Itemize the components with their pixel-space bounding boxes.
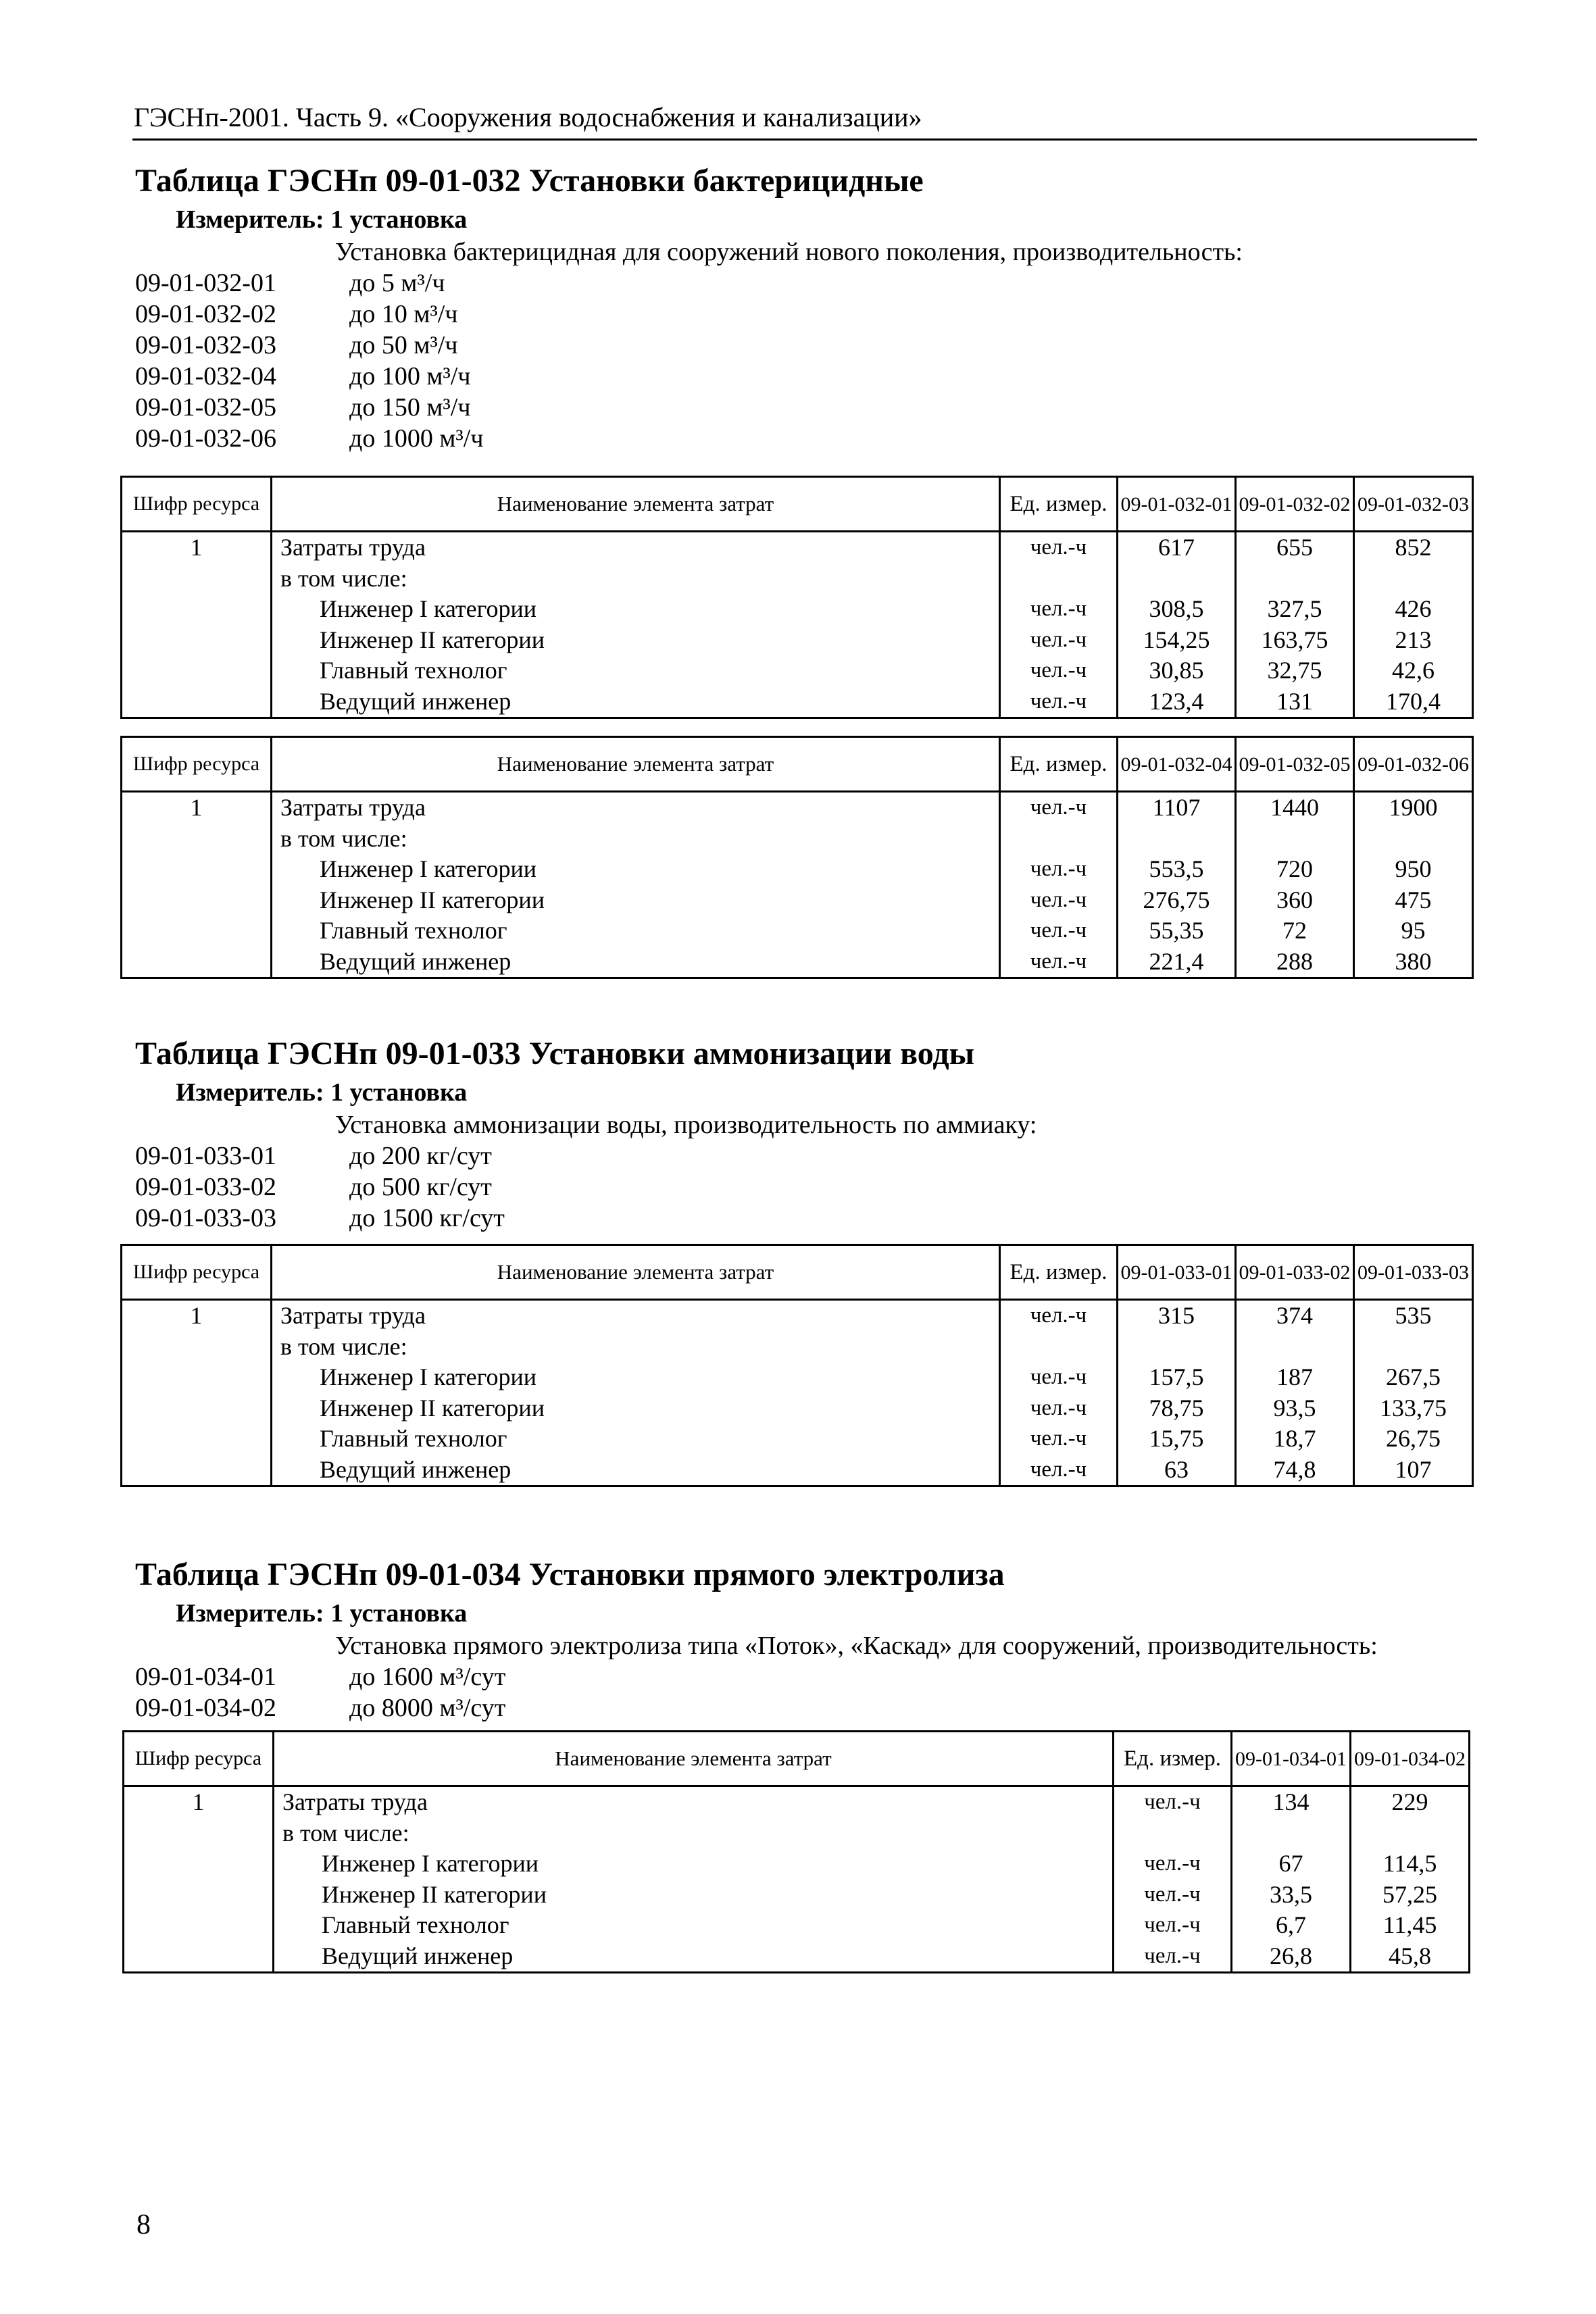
cell-value: 308,5 <box>1118 594 1236 625</box>
column-header-resource: Шифр ресурса <box>122 1245 272 1300</box>
variant-code: 09-01-033-01 <box>135 1142 276 1170</box>
cell-name: в том числе: <box>272 824 1000 855</box>
cell-resource: 1 <box>122 1300 272 1332</box>
table-row <box>122 854 1473 885</box>
cell-unit: чел.-ч <box>1114 1910 1232 1941</box>
cost-table <box>120 736 1474 979</box>
variant-code: 09-01-032-03 <box>135 331 276 359</box>
cell-resource: 1 <box>122 792 272 824</box>
cell-unit: чел.-ч <box>1000 594 1118 625</box>
cost-table <box>120 1244 1474 1487</box>
cell-value: 267,5 <box>1354 1362 1473 1393</box>
cell-resource <box>124 1910 274 1941</box>
column-header-code: 09-01-033-02 <box>1236 1245 1354 1300</box>
table-row <box>122 532 1473 563</box>
cell-resource <box>122 947 272 978</box>
cell-unit: чел.-ч <box>1000 1424 1118 1455</box>
cell-name: Инженер II категории <box>272 1393 1000 1424</box>
variant-capacity: до 150 м³/ч <box>349 393 471 422</box>
cell-name: Затраты труда <box>272 792 1000 824</box>
section-title: Таблица ГЭСНп 09-01-032 Установки бактерицидные <box>135 163 924 199</box>
variant-capacity: до 500 кг/сут <box>349 1173 492 1201</box>
cell-unit: чел.-ч <box>1114 1786 1232 1818</box>
column-header-code: 09-01-032-06 <box>1354 737 1473 792</box>
cell-resource <box>122 686 272 718</box>
cell-unit: чел.-ч <box>1000 686 1118 718</box>
variant-code: 09-01-032-02 <box>135 300 276 328</box>
cell-value <box>1236 1332 1354 1363</box>
cell-value: 852 <box>1354 532 1473 563</box>
cell-value <box>1118 824 1236 855</box>
table-row <box>124 1941 1470 1973</box>
cell-name: Инженер II категории <box>272 625 1000 656</box>
cell-value: 360 <box>1236 885 1354 916</box>
cell-name: Ведущий инженер <box>274 1941 1114 1973</box>
cell-name: Затраты труда <box>274 1786 1114 1818</box>
cell-unit: чел.-ч <box>1000 655 1118 686</box>
cell-resource <box>122 625 272 656</box>
section-description: Установка бактерицидная для сооружений нового поколения, производительность: <box>335 238 1243 266</box>
cell-value: 30,85 <box>1118 655 1236 686</box>
cell-unit: чел.-ч <box>1000 854 1118 885</box>
cell-resource <box>122 885 272 916</box>
section-description: Установка аммонизации воды, производительность по аммиаку: <box>335 1111 1037 1139</box>
cell-resource <box>122 563 272 595</box>
cell-resource <box>122 1332 272 1363</box>
cell-value: 475 <box>1354 885 1473 916</box>
cell-resource: 1 <box>124 1786 274 1818</box>
cell-resource <box>122 1424 272 1455</box>
variant-item <box>135 299 743 330</box>
cell-unit: чел.-ч <box>1000 625 1118 656</box>
variant-code: 09-01-034-01 <box>135 1663 276 1691</box>
variant-capacity: до 200 кг/сут <box>349 1142 492 1170</box>
cell-resource <box>124 1880 274 1911</box>
cell-value: 617 <box>1118 532 1236 563</box>
table-header-row <box>124 1732 1470 1786</box>
cell-value: 1107 <box>1118 792 1236 824</box>
table-row <box>122 1362 1473 1393</box>
column-header-code: 09-01-034-01 <box>1232 1732 1351 1786</box>
cell-name: в том числе: <box>272 1332 1000 1363</box>
cell-value: 18,7 <box>1236 1424 1354 1455</box>
table-row <box>122 885 1473 916</box>
cell-value: 72 <box>1236 915 1354 947</box>
cell-unit: чел.-ч <box>1000 947 1118 978</box>
variant-code: 09-01-034-02 <box>135 1694 276 1722</box>
cell-value: 45,8 <box>1351 1941 1470 1973</box>
cell-value <box>1354 563 1473 595</box>
table-row <box>122 563 1473 595</box>
cell-name: Инженер I категории <box>272 594 1000 625</box>
cell-resource <box>124 1941 274 1973</box>
cell-resource <box>122 824 272 855</box>
column-header-code: 09-01-032-03 <box>1354 477 1473 532</box>
cell-unit: чел.-ч <box>1114 1848 1232 1880</box>
cell-resource <box>122 655 272 686</box>
cell-value: 380 <box>1354 947 1473 978</box>
cell-value: 26,75 <box>1354 1424 1473 1455</box>
section-description: Установка прямого электролиза типа «Поток», «Каскад» для сооружений, производительность: <box>335 1632 1378 1660</box>
table-row <box>124 1880 1470 1911</box>
cell-value <box>1118 1332 1236 1363</box>
column-header-name: Наименование элемента затрат <box>274 1732 1114 1786</box>
header-rule <box>132 139 1477 141</box>
variant-item <box>135 1661 743 1692</box>
variant-item <box>135 423 743 454</box>
table-row <box>124 1848 1470 1880</box>
cell-value <box>1354 824 1473 855</box>
cell-value: 57,25 <box>1351 1880 1470 1911</box>
variant-capacity: до 1600 м³/сут <box>349 1663 506 1691</box>
cell-value: 213 <box>1354 625 1473 656</box>
column-header-unit: Ед. измер. <box>1000 1245 1118 1300</box>
variant-list <box>135 268 743 454</box>
cell-value: 123,4 <box>1118 686 1236 718</box>
cell-value: 655 <box>1236 532 1354 563</box>
cell-value: 107 <box>1354 1455 1473 1486</box>
variant-code: 09-01-033-02 <box>135 1173 276 1201</box>
cell-unit: чел.-ч <box>1000 1455 1118 1486</box>
table-row <box>122 1300 1473 1332</box>
column-header-unit: Ед. измер. <box>1000 477 1118 532</box>
cell-unit: чел.-ч <box>1000 532 1118 563</box>
variant-code: 09-01-032-04 <box>135 362 276 391</box>
column-header-unit: Ед. измер. <box>1000 737 1118 792</box>
cell-value: 15,75 <box>1118 1424 1236 1455</box>
cell-unit: чел.-ч <box>1000 792 1118 824</box>
variant-item <box>135 361 743 392</box>
variant-capacity: до 1500 кг/сут <box>349 1204 505 1232</box>
cell-unit <box>1000 824 1118 855</box>
section-meter: Измеритель: 1 установка <box>176 1078 468 1107</box>
variant-capacity: до 100 м³/ч <box>349 362 471 391</box>
cell-value: 170,4 <box>1354 686 1473 718</box>
cell-value: 426 <box>1354 594 1473 625</box>
cell-name: Ведущий инженер <box>272 947 1000 978</box>
table-row <box>122 594 1473 625</box>
table-row <box>124 1818 1470 1849</box>
cell-value: 131 <box>1236 686 1354 718</box>
variant-capacity: до 5 м³/ч <box>349 269 445 297</box>
variant-capacity: до 8000 м³/сут <box>349 1694 506 1722</box>
cell-name: Главный технолог <box>272 1424 1000 1455</box>
variant-item <box>135 1140 743 1172</box>
table-row <box>122 1455 1473 1486</box>
cell-unit <box>1000 1332 1118 1363</box>
table-row <box>124 1910 1470 1941</box>
cell-value: 93,5 <box>1236 1393 1354 1424</box>
column-header-resource: Шифр ресурса <box>122 737 272 792</box>
cell-value: 1900 <box>1354 792 1473 824</box>
variant-item <box>135 330 743 361</box>
cell-unit: чел.-ч <box>1000 1362 1118 1393</box>
cell-name: Инженер I категории <box>272 854 1000 885</box>
variant-list <box>135 1661 743 1724</box>
cell-value: 229 <box>1351 1786 1470 1818</box>
cell-resource <box>124 1848 274 1880</box>
cell-resource <box>122 915 272 947</box>
cell-value: 221,4 <box>1118 947 1236 978</box>
cell-name: Инженер II категории <box>274 1880 1114 1911</box>
cell-value <box>1232 1818 1351 1849</box>
page-number: 8 <box>136 2209 151 2240</box>
cell-value: 720 <box>1236 854 1354 885</box>
table-row <box>122 655 1473 686</box>
table-row <box>122 1393 1473 1424</box>
cell-name: в том числе: <box>274 1818 1114 1849</box>
cell-resource <box>122 1362 272 1393</box>
cell-value: 33,5 <box>1232 1880 1351 1911</box>
variant-list <box>135 1140 743 1234</box>
variant-capacity: до 50 м³/ч <box>349 331 458 359</box>
cell-value: 1440 <box>1236 792 1354 824</box>
table-row <box>122 915 1473 947</box>
table-row <box>122 824 1473 855</box>
cell-value: 114,5 <box>1351 1848 1470 1880</box>
cell-value: 74,8 <box>1236 1455 1354 1486</box>
cell-resource <box>124 1818 274 1849</box>
cell-value: 6,7 <box>1232 1910 1351 1941</box>
cell-resource <box>122 854 272 885</box>
section-meter: Измеритель: 1 установка <box>176 205 468 234</box>
variant-item <box>135 1203 743 1234</box>
cell-value: 133,75 <box>1354 1393 1473 1424</box>
variant-capacity: до 10 м³/ч <box>349 300 458 328</box>
cell-value: 63 <box>1118 1455 1236 1486</box>
cell-value: 288 <box>1236 947 1354 978</box>
column-header-code: 09-01-033-03 <box>1354 1245 1473 1300</box>
cell-name: Ведущий инженер <box>272 686 1000 718</box>
cell-value: 67 <box>1232 1848 1351 1880</box>
cell-name: Затраты труда <box>272 532 1000 563</box>
cell-value <box>1351 1818 1470 1849</box>
cell-name: Инженер II категории <box>272 885 1000 916</box>
cost-table <box>120 476 1474 719</box>
variant-item <box>135 1692 743 1724</box>
cell-value: 26,8 <box>1232 1941 1351 1973</box>
cell-value: 163,75 <box>1236 625 1354 656</box>
cell-value: 327,5 <box>1236 594 1354 625</box>
cell-value <box>1354 1332 1473 1363</box>
cell-value: 157,5 <box>1118 1362 1236 1393</box>
column-header-code: 09-01-033-01 <box>1118 1245 1236 1300</box>
cell-unit: чел.-ч <box>1114 1880 1232 1911</box>
cell-unit: чел.-ч <box>1000 915 1118 947</box>
cell-value: 187 <box>1236 1362 1354 1393</box>
table-row <box>124 1786 1470 1818</box>
table-row <box>122 1332 1473 1363</box>
variant-capacity: до 1000 м³/ч <box>349 424 484 453</box>
cell-resource <box>122 1455 272 1486</box>
cell-value: 95 <box>1354 915 1473 947</box>
cost-table <box>122 1730 1470 1973</box>
running-header: ГЭСНп-2001. Часть 9. «Сооружения водоснабжения и канализации» <box>134 102 922 132</box>
column-header-resource: Шифр ресурса <box>124 1732 274 1786</box>
section-title: Таблица ГЭСНп 09-01-034 Установки прямого электролиза <box>135 1557 1005 1592</box>
column-header-name: Наименование элемента затрат <box>272 477 1000 532</box>
table-row <box>122 947 1473 978</box>
table-header-row <box>122 1245 1473 1300</box>
variant-code: 09-01-032-05 <box>135 393 276 422</box>
cell-unit: чел.-ч <box>1000 1393 1118 1424</box>
column-header-code: 09-01-032-05 <box>1236 737 1354 792</box>
cell-name: Главный технолог <box>272 655 1000 686</box>
column-header-resource: Шифр ресурса <box>122 477 272 532</box>
column-header-code: 09-01-032-01 <box>1118 477 1236 532</box>
cell-value: 134 <box>1232 1786 1351 1818</box>
cell-resource: 1 <box>122 532 272 563</box>
column-header-code: 09-01-032-04 <box>1118 737 1236 792</box>
cell-value: 78,75 <box>1118 1393 1236 1424</box>
variant-code: 09-01-033-03 <box>135 1204 276 1232</box>
cell-value <box>1236 563 1354 595</box>
cell-unit <box>1114 1818 1232 1849</box>
cell-name: Инженер I категории <box>274 1848 1114 1880</box>
column-header-name: Наименование элемента затрат <box>272 737 1000 792</box>
variant-item <box>135 1172 743 1203</box>
column-header-code: 09-01-032-02 <box>1236 477 1354 532</box>
cell-name: Ведущий инженер <box>272 1455 1000 1486</box>
cell-resource <box>122 1393 272 1424</box>
table-row <box>122 625 1473 656</box>
column-header-name: Наименование элемента затрат <box>272 1245 1000 1300</box>
cell-name: в том числе: <box>272 563 1000 595</box>
cell-unit: чел.-ч <box>1000 1300 1118 1332</box>
cell-value: 553,5 <box>1118 854 1236 885</box>
variant-code: 09-01-032-06 <box>135 424 276 453</box>
cell-unit: чел.-ч <box>1000 885 1118 916</box>
section-title: Таблица ГЭСНп 09-01-033 Установки аммонизации воды <box>135 1036 975 1072</box>
cell-unit <box>1000 563 1118 595</box>
variant-code: 09-01-032-01 <box>135 269 276 297</box>
table-header-row <box>122 477 1473 532</box>
cell-value: 315 <box>1118 1300 1236 1332</box>
variant-item <box>135 268 743 299</box>
table-row <box>122 686 1473 718</box>
cell-value: 42,6 <box>1354 655 1473 686</box>
cell-value: 154,25 <box>1118 625 1236 656</box>
cell-name: Главный технолог <box>272 915 1000 947</box>
cell-value: 374 <box>1236 1300 1354 1332</box>
cell-resource <box>122 594 272 625</box>
variant-item <box>135 392 743 423</box>
cell-value: 276,75 <box>1118 885 1236 916</box>
cell-name: Затраты труда <box>272 1300 1000 1332</box>
cell-value <box>1236 824 1354 855</box>
cell-name: Главный технолог <box>274 1910 1114 1941</box>
table-row <box>122 1424 1473 1455</box>
cell-value: 55,35 <box>1118 915 1236 947</box>
column-header-unit: Ед. измер. <box>1114 1732 1232 1786</box>
cell-value: 11,45 <box>1351 1910 1470 1941</box>
cell-value <box>1118 563 1236 595</box>
section-meter: Измеритель: 1 установка <box>176 1599 468 1628</box>
cell-value: 32,75 <box>1236 655 1354 686</box>
cell-name: Инженер I категории <box>272 1362 1000 1393</box>
column-header-code: 09-01-034-02 <box>1351 1732 1470 1786</box>
table-row <box>122 792 1473 824</box>
cell-unit: чел.-ч <box>1114 1941 1232 1973</box>
cell-value: 950 <box>1354 854 1473 885</box>
cell-value: 535 <box>1354 1300 1473 1332</box>
table-header-row <box>122 737 1473 792</box>
